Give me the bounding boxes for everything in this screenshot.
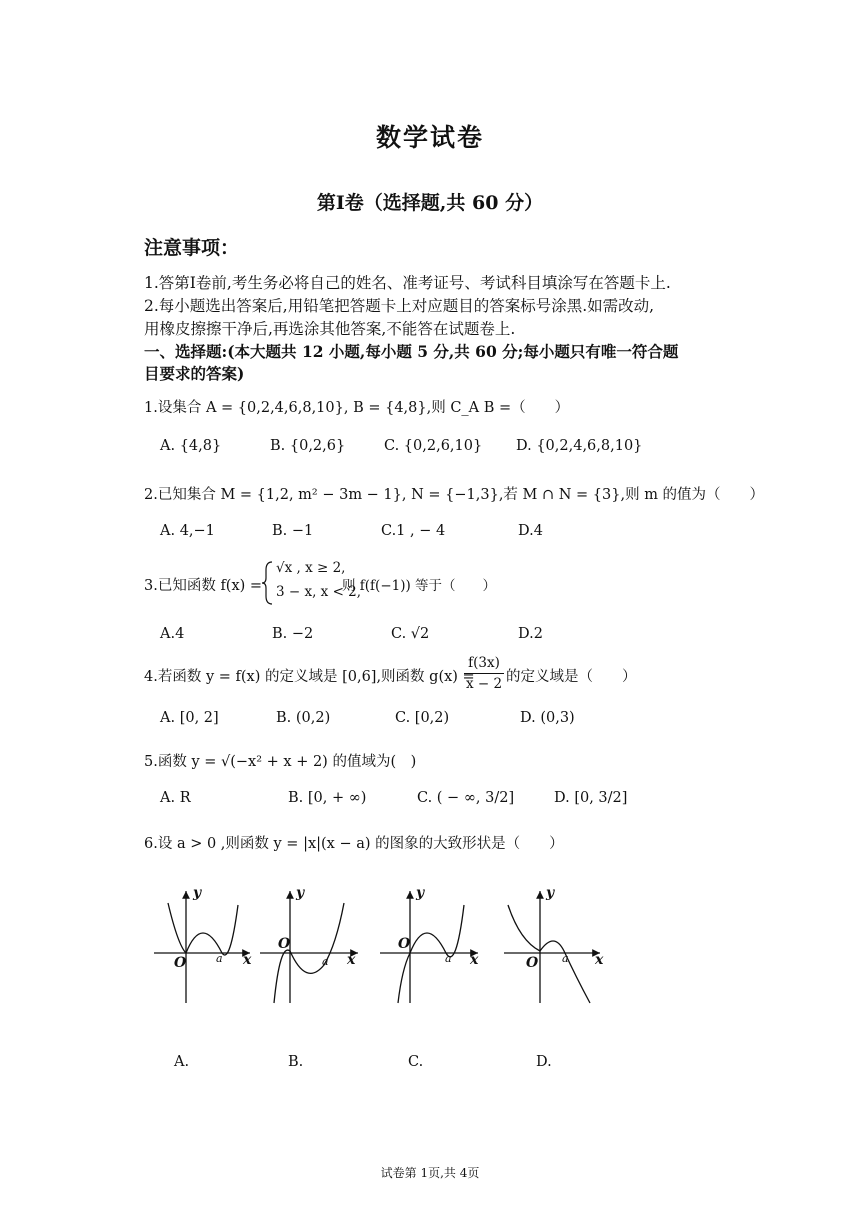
graph-d-origin-label: O (526, 955, 539, 971)
section-heading-line-2: 目要求的答案) (144, 364, 245, 383)
notice-heading: 注意事项： (144, 237, 240, 259)
q3-option-a: A.4 (160, 626, 185, 642)
question-5-stem: 5.函数 y = √(−x² + x + 2) 的值域为( ) (144, 754, 417, 770)
question-1-stem: 1.设集合 A = {0,2,4,6,8,10}, B = {4,8},则 C_A B =（ ） (144, 400, 570, 416)
graph-a-origin-label: O (174, 955, 187, 971)
question-6-stem: 6.设 a > 0 ,则函数 y = |x|(x − a) 的图象的大致形状是（ ） (144, 836, 564, 852)
graph-a-x-label: x (243, 952, 252, 968)
q5-option-c: C. ( − ∞, 3/2] (417, 790, 515, 806)
graph-c-x-label: x (470, 952, 479, 968)
page-title: 数学试卷 (375, 123, 484, 152)
q1-option-a: A. {4,8} (160, 438, 222, 454)
q2-option-d: D.4 (518, 523, 543, 539)
q6-option-a: A. (174, 1054, 190, 1070)
q3-option-d: D.2 (518, 626, 543, 642)
q5-option-a: A. R (160, 790, 191, 806)
q1-option-c: C. {0,2,6,10} (384, 438, 483, 454)
question-2-stem: 2.已知集合 M = {1,2, m² − 3m − 1}, N = {−1,3},若 M ∩ N = {3},则 m 的值为（ ） (144, 487, 765, 503)
question-3-stem-suffix: 则 f(f(−1)) 等于（ ） (342, 578, 497, 594)
q4-option-a: A. [0, 2] (160, 710, 219, 726)
notice-line-1: 1.答第Ⅰ卷前,考生务必将自己的姓名、准考证号、考试科目填涂写在答题卡上. (144, 274, 671, 292)
graph-c-origin-label: O (398, 936, 411, 952)
q6-option-d: D. (536, 1054, 552, 1070)
graph-b-y-label: y (296, 885, 305, 901)
graph-b (258, 885, 368, 1005)
q4-option-c: C. [0,2) (395, 710, 450, 726)
q4-fraction-numerator: f(3x) (468, 655, 500, 671)
q4-fraction-bar (464, 673, 504, 674)
question-3-stem-prefix: 3.已知函数 f(x) = (144, 578, 263, 594)
q3-option-c: C. √2 (391, 626, 430, 642)
graph-d-x-label: x (595, 952, 604, 968)
q1-option-d: D. {0,2,4,6,8,10} (516, 438, 643, 454)
notice-line-2: 2.每小题选出答案后,用铅笔把答题卡上对应题目的答案标号涂黑.如需改动, (144, 297, 655, 315)
q2-option-c: C.1 , − 4 (381, 523, 446, 539)
q2-option-b: B. −1 (272, 523, 314, 539)
question-4-stem-prefix: 4.若函数 y = f(x) 的定义域是 [0,6],则函数 g(x) = (144, 669, 475, 685)
q2-option-a: A. 4,−1 (160, 523, 215, 539)
piecewise-brace (262, 560, 274, 606)
graph-b-origin-label: O (278, 936, 291, 952)
q4-option-d: D. (0,3) (520, 710, 575, 726)
notice-line-3: 用橡皮擦擦干净后,再选涂其他答案,不能答在试题卷上. (144, 320, 516, 338)
section-heading-line-1: 一、选择题:(本大题共 12 小题,每小题 5 分,共 60 分;每小题只有唯一符合题 (144, 342, 679, 361)
graph-c-y-label: y (416, 885, 425, 901)
q4-option-b: B. (0,2) (276, 710, 331, 726)
q5-option-b: B. [0, + ∞) (288, 790, 367, 806)
q3-piece-1: √x , x ≥ 2, (276, 560, 346, 576)
graph-d-a-label: a (562, 952, 569, 965)
graph-c-a-label: a (445, 952, 452, 965)
graph-c (378, 885, 488, 1005)
graph-d-y-label: y (546, 885, 555, 901)
graph-b-x-label: x (347, 952, 356, 968)
graph-a-a-label: a (216, 952, 223, 965)
graph-a (150, 885, 260, 1005)
q4-fraction-denominator: x − 2 (465, 676, 503, 692)
q1-option-b: B. {0,2,6} (270, 438, 346, 454)
section-subtitle: 第Ⅰ卷（选择题,共 60 分） (316, 192, 544, 214)
q3-option-b: B. −2 (272, 626, 314, 642)
graph-d (500, 885, 610, 1005)
q5-option-d: D. [0, 3/2] (554, 790, 628, 806)
q6-option-b: B. (288, 1054, 304, 1070)
graph-b-a-label: a (322, 955, 329, 968)
q6-option-c: C. (408, 1054, 424, 1070)
page-footer: 试卷第 1页,共 4页 (380, 1166, 480, 1180)
question-4-stem-suffix: 的定义域是（ ） (506, 669, 637, 685)
graph-a-y-label: y (193, 885, 202, 901)
q3-piece-2: 3 − x, x < 2, (276, 584, 362, 600)
